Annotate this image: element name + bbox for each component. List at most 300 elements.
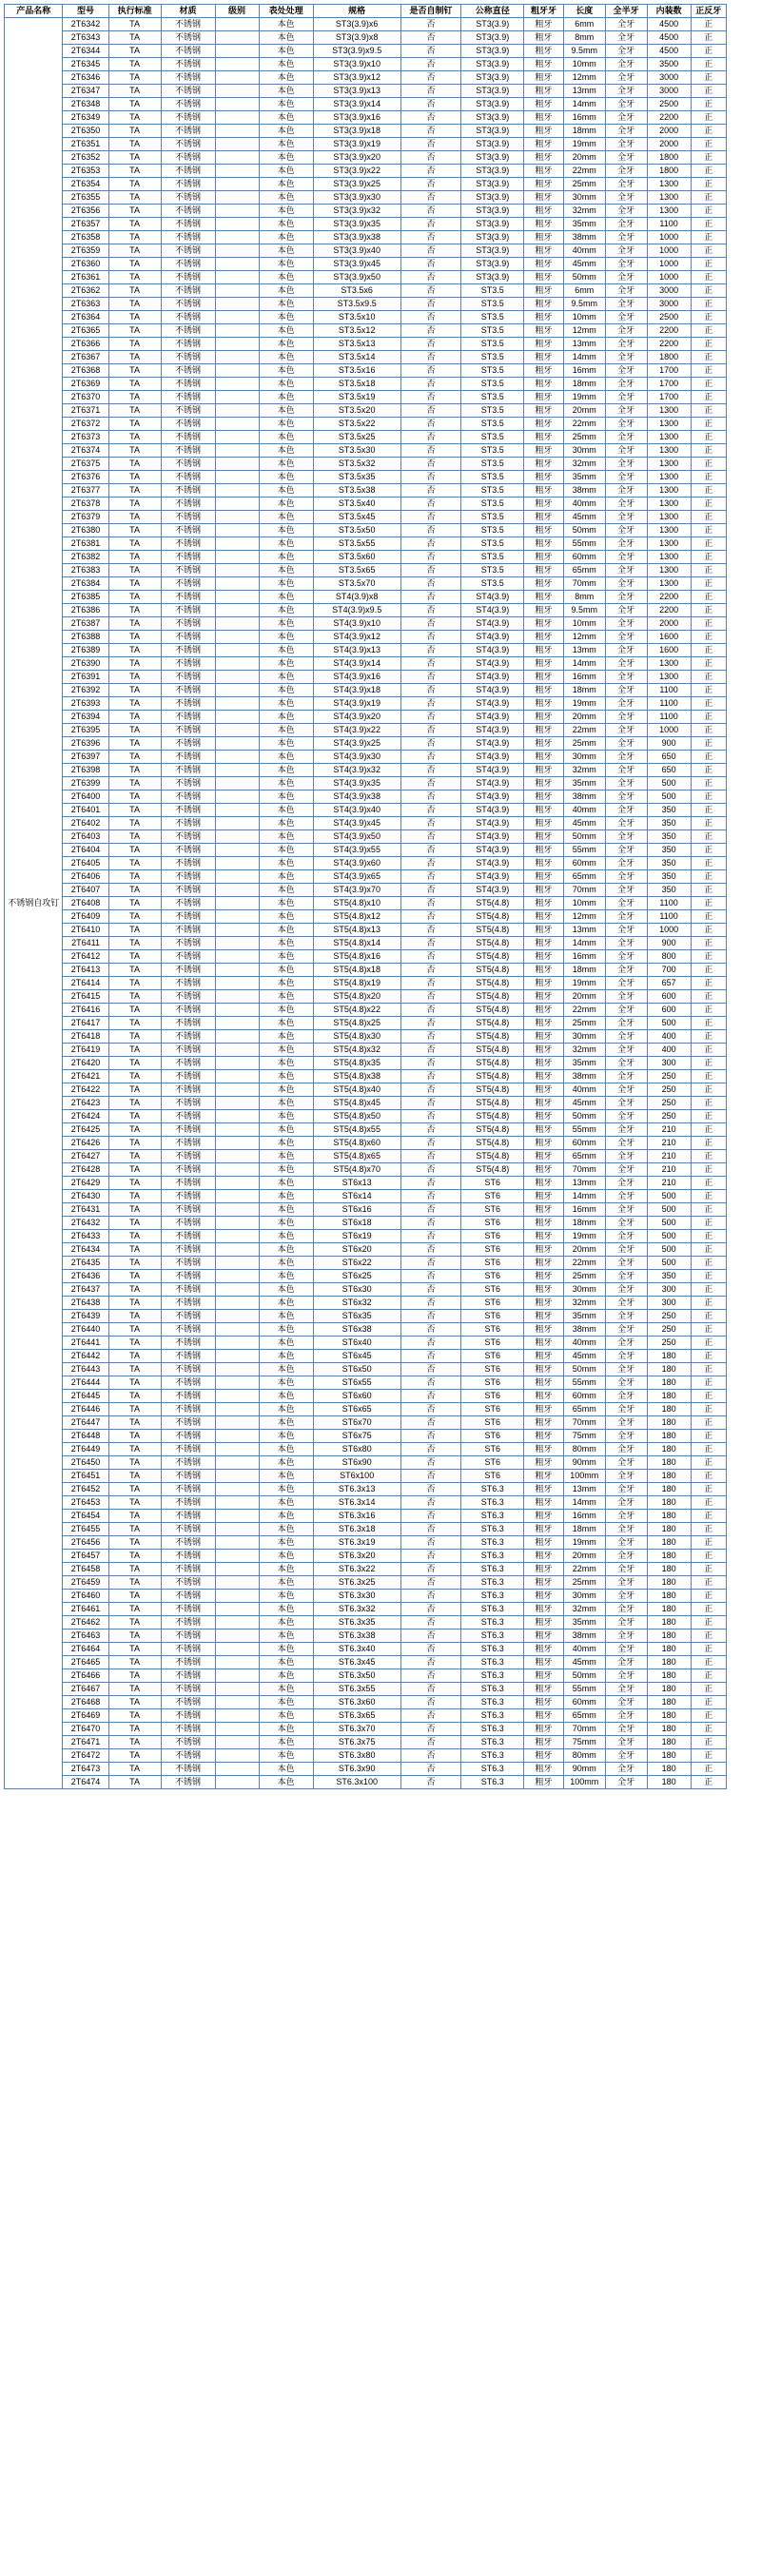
cell-pack-qty: 1300: [647, 205, 691, 218]
cell-pack-qty: 250: [647, 1323, 691, 1337]
cell-thread: 粗牙: [524, 244, 564, 258]
cell-thread: 粗牙: [524, 1163, 564, 1177]
cell-standard: TA: [108, 511, 161, 524]
cell-model: 2T6430: [63, 1190, 108, 1203]
cell-self-drilling: 否: [400, 138, 461, 151]
cell-thread: 粗牙: [524, 1230, 564, 1243]
table-row: [5, 1123, 727, 1137]
cell-material: 不锈钢: [161, 511, 215, 524]
cell-material: 不锈钢: [161, 990, 215, 1004]
cell-standard: TA: [108, 1017, 161, 1030]
cell-pack-qty: 1000: [647, 724, 691, 737]
cell-thread-direction: 正: [691, 1097, 726, 1110]
cell-thread-direction: 正: [691, 1510, 726, 1523]
cell-thread-direction: 正: [691, 338, 726, 351]
cell-grade: [215, 1576, 259, 1590]
cell-spec: ST5(4.8)x45: [313, 1097, 400, 1110]
cell-self-drilling: 否: [400, 924, 461, 937]
table-row: [5, 311, 727, 324]
cell-standard: TA: [108, 1083, 161, 1097]
cell-full-half-thread: 全牙: [605, 870, 647, 884]
cell-spec: ST3(3.9)x14: [313, 98, 400, 111]
cell-material: 不锈钢: [161, 1297, 215, 1310]
cell-full-half-thread: 全牙: [605, 1643, 647, 1656]
cell-self-drilling: 否: [400, 404, 461, 418]
cell-surface: 本色: [259, 1456, 313, 1470]
cell-nominal-diameter: ST3(3.9): [461, 138, 524, 151]
cell-self-drilling: 否: [400, 591, 461, 604]
cell-spec: ST3(3.9)x8: [313, 31, 400, 45]
cell-spec: ST6x32: [313, 1297, 400, 1310]
cell-thread-direction: 正: [691, 1004, 726, 1017]
cell-grade: [215, 1643, 259, 1656]
cell-standard: TA: [108, 857, 161, 870]
cell-length: 25mm: [563, 1017, 605, 1030]
cell-thread-direction: 正: [691, 45, 726, 58]
table-row: [5, 937, 727, 950]
cell-surface: 本色: [259, 1350, 313, 1363]
cell-full-half-thread: 全牙: [605, 1257, 647, 1270]
cell-grade: [215, 1310, 259, 1323]
cell-standard: TA: [108, 178, 161, 191]
cell-spec: ST6x60: [313, 1390, 400, 1403]
cell-length: 65mm: [563, 1150, 605, 1163]
cell-self-drilling: 否: [400, 777, 461, 790]
cell-spec: ST6x45: [313, 1350, 400, 1363]
cell-surface: 本色: [259, 1150, 313, 1163]
cell-full-half-thread: 全牙: [605, 817, 647, 830]
cell-surface: 本色: [259, 977, 313, 990]
cell-material: 不锈钢: [161, 711, 215, 724]
cell-nominal-diameter: ST5(4.8): [461, 1110, 524, 1123]
cell-spec: ST3.5x50: [313, 524, 400, 537]
cell-model: 2T6435: [63, 1257, 108, 1270]
cell-standard: TA: [108, 111, 161, 125]
cell-grade: [215, 378, 259, 391]
cell-material: 不锈钢: [161, 1376, 215, 1390]
cell-thread-direction: 正: [691, 484, 726, 498]
cell-self-drilling: 否: [400, 1709, 461, 1723]
cell-thread-direction: 正: [691, 1150, 726, 1163]
cell-model: 2T6408: [63, 897, 108, 910]
cell-nominal-diameter: ST6: [461, 1430, 524, 1443]
table-row: [5, 1150, 727, 1163]
cell-full-half-thread: 全牙: [605, 458, 647, 471]
cell-surface: 本色: [259, 1403, 313, 1416]
cell-spec: ST5(4.8)x65: [313, 1150, 400, 1163]
cell-self-drilling: 否: [400, 764, 461, 777]
cell-self-drilling: 否: [400, 857, 461, 870]
cell-thread-direction: 正: [691, 205, 726, 218]
cell-grade: [215, 1510, 259, 1523]
cell-nominal-diameter: ST6.3: [461, 1709, 524, 1723]
cell-nominal-diameter: ST4(3.9): [461, 644, 524, 657]
cell-nominal-diameter: ST3.5: [461, 511, 524, 524]
cell-surface: 本色: [259, 711, 313, 724]
cell-length: 80mm: [563, 1443, 605, 1456]
table-row: [5, 471, 727, 484]
cell-material: 不锈钢: [161, 977, 215, 990]
cell-standard: TA: [108, 205, 161, 218]
table-row: [5, 1536, 727, 1550]
table-row: [5, 684, 727, 697]
cell-grade: [215, 431, 259, 444]
cell-material: 不锈钢: [161, 1337, 215, 1350]
cell-surface: 本色: [259, 1550, 313, 1563]
cell-grade: [215, 604, 259, 617]
cell-thread: 粗牙: [524, 18, 564, 31]
cell-model: 2T6436: [63, 1270, 108, 1283]
cell-spec: ST6.3x30: [313, 1590, 400, 1603]
cell-model: 2T6418: [63, 1030, 108, 1044]
cell-grade: [215, 1736, 259, 1749]
cell-self-drilling: 否: [400, 1470, 461, 1483]
cell-grade: [215, 1616, 259, 1630]
cell-nominal-diameter: ST4(3.9): [461, 604, 524, 617]
cell-material: 不锈钢: [161, 1603, 215, 1616]
cell-model: 2T6389: [63, 644, 108, 657]
cell-thread-direction: 正: [691, 1590, 726, 1603]
cell-pack-qty: 900: [647, 737, 691, 751]
table-row: [5, 498, 727, 511]
cell-model: 2T6463: [63, 1630, 108, 1643]
cell-self-drilling: 否: [400, 205, 461, 218]
cell-full-half-thread: 全牙: [605, 1337, 647, 1350]
cell-length: 10mm: [563, 311, 605, 324]
cell-grade: [215, 1190, 259, 1203]
cell-self-drilling: 否: [400, 284, 461, 298]
cell-full-half-thread: 全牙: [605, 990, 647, 1004]
cell-nominal-diameter: ST6.3: [461, 1763, 524, 1776]
cell-surface: 本色: [259, 924, 313, 937]
cell-full-half-thread: 全牙: [605, 777, 647, 790]
cell-nominal-diameter: ST6.3: [461, 1683, 524, 1696]
cell-full-half-thread: 全牙: [605, 1403, 647, 1416]
cell-length: 30mm: [563, 1030, 605, 1044]
cell-standard: TA: [108, 1150, 161, 1163]
cell-length: 19mm: [563, 1230, 605, 1243]
cell-grade: [215, 684, 259, 697]
cell-standard: TA: [108, 45, 161, 58]
cell-standard: TA: [108, 790, 161, 804]
cell-full-half-thread: 全牙: [605, 577, 647, 591]
cell-nominal-diameter: ST5(4.8): [461, 1030, 524, 1044]
cell-standard: TA: [108, 498, 161, 511]
cell-surface: 本色: [259, 1017, 313, 1030]
cell-length: 38mm: [563, 1323, 605, 1337]
cell-surface: 本色: [259, 1536, 313, 1550]
col-header-spec: 规格: [313, 5, 400, 18]
cell-pack-qty: 180: [647, 1496, 691, 1510]
cell-full-half-thread: 全牙: [605, 1110, 647, 1123]
cell-material: 不锈钢: [161, 764, 215, 777]
table-row: [5, 564, 727, 577]
cell-surface: 本色: [259, 364, 313, 378]
cell-material: 不锈钢: [161, 1416, 215, 1430]
cell-model: 2T6375: [63, 458, 108, 471]
cell-model: 2T6421: [63, 1070, 108, 1083]
table-row: [5, 1017, 727, 1030]
cell-grade: [215, 1070, 259, 1083]
cell-material: 不锈钢: [161, 577, 215, 591]
cell-thread: 粗牙: [524, 1150, 564, 1163]
cell-length: 10mm: [563, 617, 605, 631]
cell-model: 2T6344: [63, 45, 108, 58]
cell-spec: ST4(3.9)x45: [313, 817, 400, 830]
cell-thread-direction: 正: [691, 404, 726, 418]
cell-standard: TA: [108, 1283, 161, 1297]
cell-length: 70mm: [563, 884, 605, 897]
cell-grade: [215, 1297, 259, 1310]
cell-grade: [215, 324, 259, 338]
cell-spec: ST6x80: [313, 1443, 400, 1456]
cell-grade: [215, 1656, 259, 1669]
cell-standard: TA: [108, 1523, 161, 1536]
col-header-product-name: 产品名称: [5, 5, 63, 18]
cell-full-half-thread: 全牙: [605, 218, 647, 231]
cell-length: 30mm: [563, 191, 605, 205]
cell-spec: ST6.3x70: [313, 1723, 400, 1736]
cell-model: 2T6473: [63, 1763, 108, 1776]
cell-material: 不锈钢: [161, 258, 215, 271]
cell-surface: 本色: [259, 284, 313, 298]
cell-self-drilling: 否: [400, 1390, 461, 1403]
table-row: [5, 1083, 727, 1097]
cell-thread: 粗牙: [524, 591, 564, 604]
cell-spec: ST4(3.9)x8: [313, 591, 400, 604]
cell-length: 90mm: [563, 1763, 605, 1776]
cell-thread-direction: 正: [691, 1230, 726, 1243]
cell-material: 不锈钢: [161, 1270, 215, 1283]
cell-standard: TA: [108, 1603, 161, 1616]
cell-pack-qty: 1000: [647, 244, 691, 258]
cell-thread-direction: 正: [691, 1363, 726, 1376]
cell-material: 不锈钢: [161, 1443, 215, 1456]
table-row: [5, 178, 727, 191]
cell-pack-qty: 1800: [647, 151, 691, 165]
cell-full-half-thread: 全牙: [605, 1763, 647, 1776]
cell-thread-direction: 正: [691, 684, 726, 697]
cell-surface: 本色: [259, 125, 313, 138]
cell-standard: TA: [108, 844, 161, 857]
cell-model: 2T6367: [63, 351, 108, 364]
cell-standard: TA: [108, 1709, 161, 1723]
cell-spec: ST5(4.8)x13: [313, 924, 400, 937]
cell-thread-direction: 正: [691, 977, 726, 990]
cell-standard: TA: [108, 1297, 161, 1310]
cell-thread: 粗牙: [524, 1337, 564, 1350]
cell-nominal-diameter: ST4(3.9): [461, 777, 524, 790]
cell-pack-qty: 180: [647, 1483, 691, 1496]
cell-self-drilling: 否: [400, 1576, 461, 1590]
cell-spec: ST6.3x80: [313, 1749, 400, 1763]
cell-standard: TA: [108, 737, 161, 751]
cell-material: 不锈钢: [161, 644, 215, 657]
cell-standard: TA: [108, 764, 161, 777]
table-row: [5, 1456, 727, 1470]
table-row: [5, 1696, 727, 1709]
cell-self-drilling: 否: [400, 1030, 461, 1044]
cell-spec: ST6.3x25: [313, 1576, 400, 1590]
cell-grade: [215, 1496, 259, 1510]
cell-nominal-diameter: ST3.5: [461, 444, 524, 458]
cell-self-drilling: 否: [400, 1297, 461, 1310]
cell-spec: ST3(3.9)x35: [313, 218, 400, 231]
cell-standard: TA: [108, 298, 161, 311]
cell-model: 2T6404: [63, 844, 108, 857]
cell-spec: ST6.3x19: [313, 1536, 400, 1550]
cell-nominal-diameter: ST6: [461, 1203, 524, 1217]
table-row: [5, 138, 727, 151]
cell-surface: 本色: [259, 511, 313, 524]
table-row: [5, 1350, 727, 1363]
cell-standard: TA: [108, 1749, 161, 1763]
cell-self-drilling: 否: [400, 1323, 461, 1337]
cell-full-half-thread: 全牙: [605, 404, 647, 418]
cell-thread: 粗牙: [524, 1536, 564, 1550]
cell-self-drilling: 否: [400, 950, 461, 964]
cell-length: 9.5mm: [563, 604, 605, 617]
cell-material: 不锈钢: [161, 1430, 215, 1443]
cell-length: 13mm: [563, 1177, 605, 1190]
cell-length: 80mm: [563, 1749, 605, 1763]
cell-pack-qty: 800: [647, 950, 691, 964]
cell-model: 2T6425: [63, 1123, 108, 1137]
cell-surface: 本色: [259, 218, 313, 231]
cell-material: 不锈钢: [161, 870, 215, 884]
table-row: [5, 364, 727, 378]
table-row: [5, 205, 727, 218]
cell-length: 70mm: [563, 1416, 605, 1430]
cell-model: 2T6366: [63, 338, 108, 351]
cell-material: 不锈钢: [161, 617, 215, 631]
cell-grade: [215, 458, 259, 471]
cell-model: 2T6400: [63, 790, 108, 804]
cell-thread-direction: 正: [691, 1337, 726, 1350]
cell-surface: 本色: [259, 1656, 313, 1669]
cell-spec: ST4(3.9)x25: [313, 737, 400, 751]
cell-pack-qty: 1300: [647, 431, 691, 444]
cell-self-drilling: 否: [400, 711, 461, 724]
cell-thread: 粗牙: [524, 1470, 564, 1483]
cell-grade: [215, 1057, 259, 1070]
cell-nominal-diameter: ST4(3.9): [461, 737, 524, 751]
cell-thread-direction: 正: [691, 671, 726, 684]
cell-spec: ST3.5x70: [313, 577, 400, 591]
cell-spec: ST3.5x13: [313, 338, 400, 351]
cell-self-drilling: 否: [400, 1070, 461, 1083]
cell-self-drilling: 否: [400, 564, 461, 577]
cell-standard: TA: [108, 18, 161, 31]
cell-model: 2T6345: [63, 58, 108, 71]
cell-thread: 粗牙: [524, 1030, 564, 1044]
cell-material: 不锈钢: [161, 604, 215, 617]
cell-standard: TA: [108, 1137, 161, 1150]
cell-thread-direction: 正: [691, 964, 726, 977]
cell-self-drilling: 否: [400, 671, 461, 684]
cell-thread: 粗牙: [524, 1590, 564, 1603]
cell-self-drilling: 否: [400, 258, 461, 271]
cell-thread-direction: 正: [691, 1709, 726, 1723]
cell-model: 2T6380: [63, 524, 108, 537]
cell-length: 13mm: [563, 644, 605, 657]
cell-spec: ST4(3.9)x13: [313, 644, 400, 657]
cell-nominal-diameter: ST5(4.8): [461, 1044, 524, 1057]
table-row: [5, 1616, 727, 1630]
cell-material: 不锈钢: [161, 751, 215, 764]
cell-standard: TA: [108, 338, 161, 351]
cell-self-drilling: 否: [400, 111, 461, 125]
cell-self-drilling: 否: [400, 511, 461, 524]
cell-thread-direction: 正: [691, 564, 726, 577]
cell-pack-qty: 180: [647, 1456, 691, 1470]
table-row: [5, 777, 727, 790]
cell-pack-qty: 180: [647, 1563, 691, 1576]
cell-surface: 本色: [259, 1749, 313, 1763]
cell-full-half-thread: 全牙: [605, 1616, 647, 1630]
cell-nominal-diameter: ST3(3.9): [461, 271, 524, 284]
cell-grade: [215, 1470, 259, 1483]
cell-length: 6mm: [563, 18, 605, 31]
table-row: [5, 764, 727, 777]
cell-length: 55mm: [563, 1376, 605, 1390]
cell-model: 2T6456: [63, 1536, 108, 1550]
cell-material: 不锈钢: [161, 1483, 215, 1496]
cell-model: 2T6378: [63, 498, 108, 511]
cell-material: 不锈钢: [161, 231, 215, 244]
cell-full-half-thread: 全牙: [605, 484, 647, 498]
cell-thread: 粗牙: [524, 830, 564, 844]
cell-length: 14mm: [563, 937, 605, 950]
cell-grade: [215, 1456, 259, 1470]
cell-self-drilling: 否: [400, 431, 461, 444]
cell-surface: 本色: [259, 937, 313, 950]
table-row: [5, 1603, 727, 1616]
cell-length: 60mm: [563, 1390, 605, 1403]
cell-model: 2T6353: [63, 165, 108, 178]
cell-thread-direction: 正: [691, 697, 726, 711]
cell-self-drilling: 否: [400, 737, 461, 751]
cell-material: 不锈钢: [161, 324, 215, 338]
cell-thread: 粗牙: [524, 98, 564, 111]
cell-thread-direction: 正: [691, 1456, 726, 1470]
cell-thread: 粗牙: [524, 1310, 564, 1323]
table-row: [5, 1550, 727, 1563]
cell-nominal-diameter: ST3(3.9): [461, 231, 524, 244]
cell-grade: [215, 551, 259, 564]
cell-thread: 粗牙: [524, 498, 564, 511]
cell-grade: [215, 45, 259, 58]
cell-pack-qty: 250: [647, 1083, 691, 1097]
cell-thread-direction: 正: [691, 1763, 726, 1776]
cell-surface: 本色: [259, 1430, 313, 1443]
cell-full-half-thread: 全牙: [605, 125, 647, 138]
cell-nominal-diameter: ST3(3.9): [461, 125, 524, 138]
cell-standard: TA: [108, 777, 161, 790]
cell-standard: TA: [108, 244, 161, 258]
cell-nominal-diameter: ST5(4.8): [461, 950, 524, 964]
cell-thread: 粗牙: [524, 364, 564, 378]
cell-material: 不锈钢: [161, 1390, 215, 1403]
cell-surface: 本色: [259, 178, 313, 191]
table-row: [5, 857, 727, 870]
cell-material: 不锈钢: [161, 804, 215, 817]
table-row: [5, 1004, 727, 1017]
cell-full-half-thread: 全牙: [605, 391, 647, 404]
cell-self-drilling: 否: [400, 391, 461, 404]
cell-surface: 本色: [259, 724, 313, 737]
cell-length: 40mm: [563, 804, 605, 817]
